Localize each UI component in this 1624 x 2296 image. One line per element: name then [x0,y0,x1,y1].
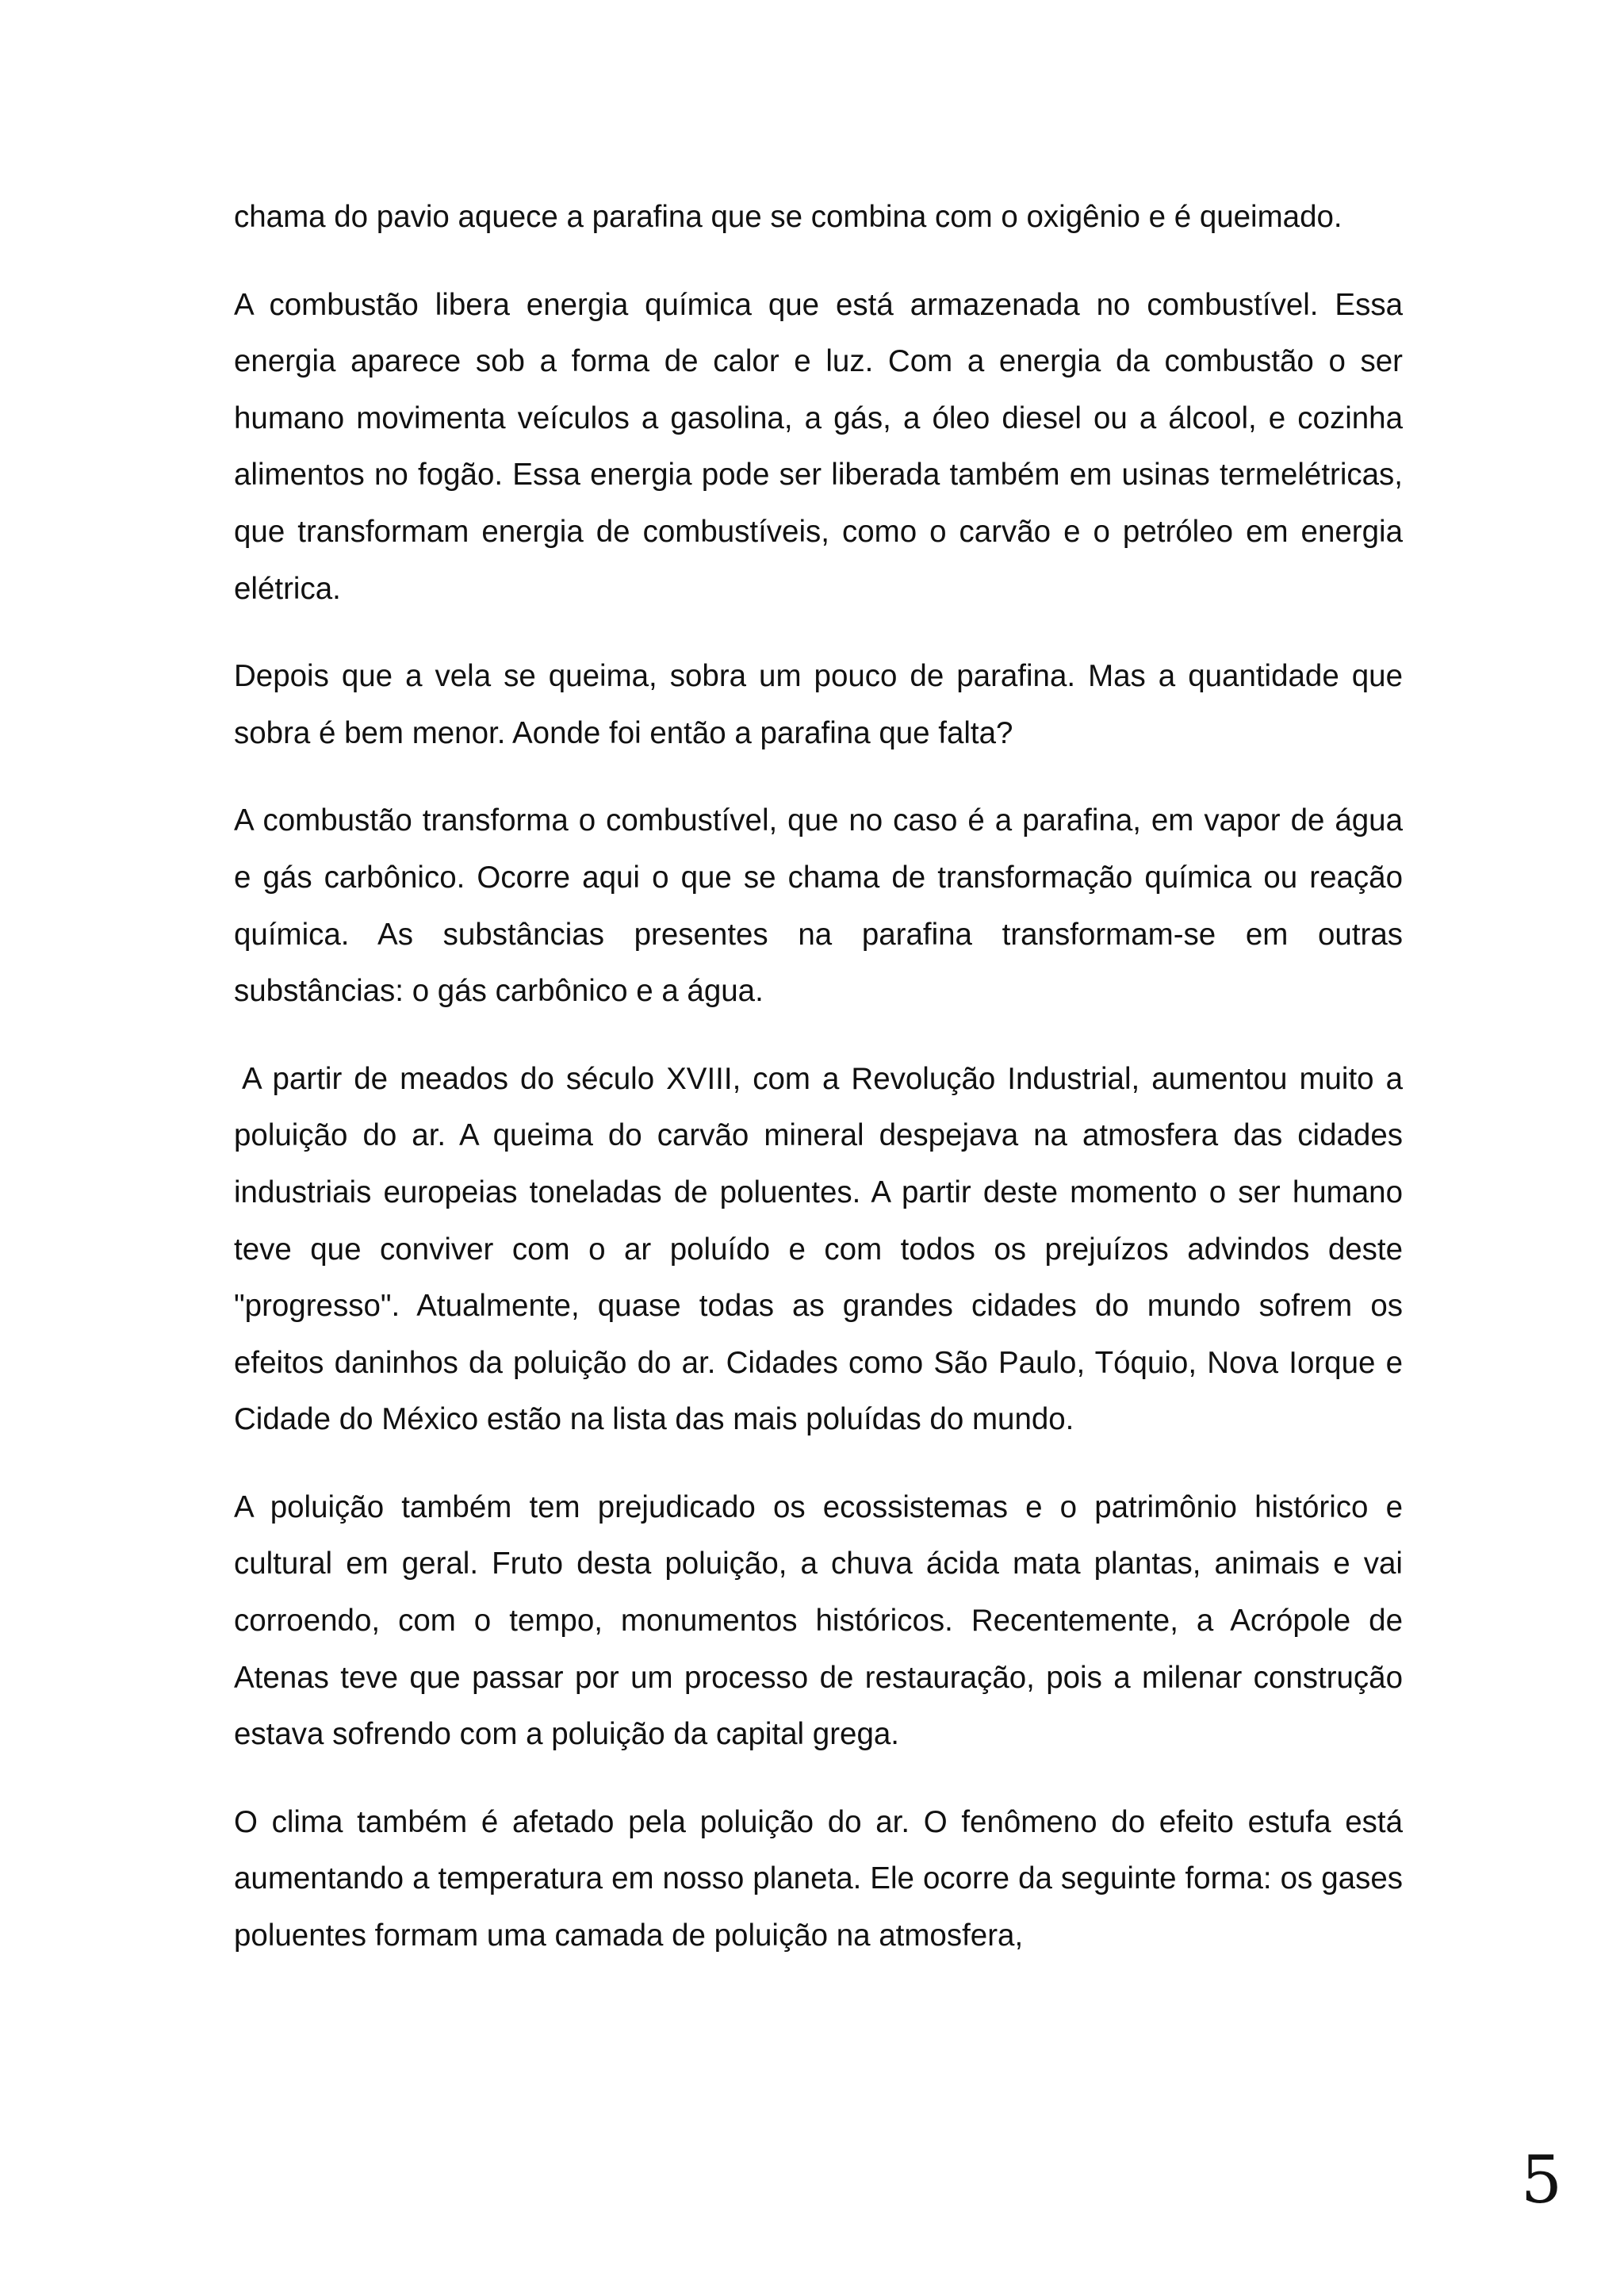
page-number: 5 [1520,2143,1562,2218]
paragraph-3: Depois que a vela se queima, sobra um pouco de parafina. Mas a quantidade que sobra é bem menor. Aonde foi então a parafina que falta? [234,659,1403,750]
paragraph-2: A combustão libera energia química que está armazenada no combustível. Essa energia aparece sob a forma de calor e luz. Com a energia da combustão o ser humano movimenta veículos a gasolina, a gás, a óleo diesel ou a álcool, e cozinha alimentos no fogão. Essa energia pode ser liberada também em usinas termelétricas, que transformam energia de combustíveis, como o carvão e o petróleo em energia elétrica. [234,287,1403,606]
paragraph-4: A combustão transforma o combustível, que no caso é a parafina, em vapor de água e gás carbônico. Ocorre aqui o que se chama de transformação química ou reação química. As substâncias presentes na parafina transformam-se em outras substâncias: o gás carbônico e a água. [234,803,1403,1009]
paragraph-7: O clima também é afetado pela poluição do ar. O fenômeno do efeito estufa está aumentando a temperatura em nosso planeta. Ele ocorre da seguinte forma: os gases poluentes formam uma camada de poluição na atmosfera, [234,1804,1403,1953]
paragraph-1: chama do pavio aquece a parafina que se combina com o oxigênio e é queimado. [234,200,1342,234]
paragraph-6: A poluição também tem prejudicado os ecossistemas e o patrimônio histórico e cultural em geral. Fruto desta poluição, a chuva ácida mata plantas, animais e vai corroendo, com o tempo, monumentos históricos. Recentemente, a Acrópole de Atenas teve que passar por um processo de restauração, pois a milenar construção estava sofrendo com a poluição da capital grega. [234,1489,1403,1752]
body-text [234,189,1403,1995]
paragraph-5: A partir de meados do século XVIII, com a Revolução Industrial, aumentou muito a poluição do ar. A queima do carvão mineral despejava na atmosfera das cidades industriais europeias toneladas de poluentes. A partir deste momento o ser humano teve que conviver com o ar poluído e com todos os prejuízos advindos deste "progresso". Atualmente, quase todas as grandes cidades do mundo sofrem os efeitos daninhos da poluição do ar. Cidades como São Paulo, Tóquio, Nova Iorque e Cidade do México estão na lista das mais poluídas do mundo. [234,1061,1403,1437]
